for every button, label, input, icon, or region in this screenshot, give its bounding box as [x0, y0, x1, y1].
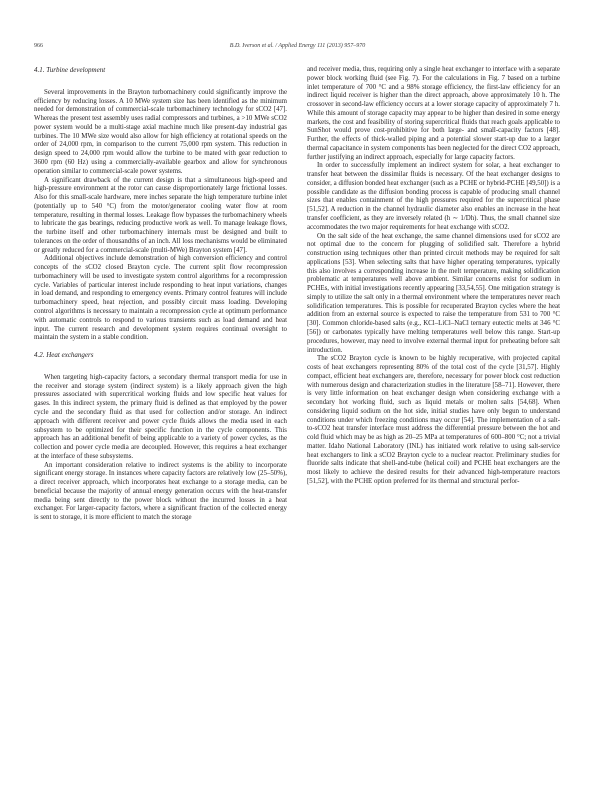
right-column — [307, 66, 560, 756]
paragraph: A significant drawback of the current design is that a simultaneous high-speed and high-pressure environment at the rotor can cause disproportionately large frictional losses. Also for this small-scale hardware, mere inches separate the high temperature turbine inlet (potentially up to 540 °C) from the motor/generator cooling water flow at room temperature, resulting in thermal losses. Leakage flow bypasses the turbomachinery wheels to lubricate the gas bearings, reducing productive work as well. To manage leakage flows, the turbine itself and other turbomachinery internals must be designed and built to tolerances on the order of thousandths of an inch. All loss mechanisms would be eliminated or greatly reduced for a commercial-scale (multi-MWe) Brayton system [47]. — [34, 176, 287, 254]
paragraph: and receiver media, thus, requiring only a single heat exchanger to interface with a separate power block working fluid (see Fig. 7). For the calculations in Fig. 7 based on a turbine inlet temperature of 700 °C and a 98% storage efficiency, the first-law efficiency for an indirect liquid receiver is higher than the direct approach, above approximately 10 h. The crossover in second-law efficiency occurs at a lower storage capacity of approximately 7 h. While this amount of storage capacity may appear to be higher than desired in some energy markets, the cost and feasibility of storing supercritical fluids that reach goals applicable to SunShot would prove cost-prohibitive for both large- and small-capacity factors [48]. Further, the effects of thick-walled piping and a potential slower start-up due to a larger thermal capacitance in system components has been neglected for the direct CO2 approach, further justifying an indirect approach, especially for large capacity factors. — [307, 66, 560, 161]
section-heading-turbine: 4.1. Turbine development — [34, 66, 106, 74]
left-column — [34, 66, 287, 756]
paragraph: Additional objectives include demonstration of high conversion efficiency and control concepts of the sCO2 closed Brayton cycle. The current split flow recompression turbomachinery will be used to investigate system control algorithms for a recompression cycle. Variables of particular interest include responding to heat input variations, changes in load demand, and responding to emergency events. Primary control features will include turbomachinery speed, heat rejection, and possibly circuit mass loading. Developing control algorithms is necessary to maintain a recompression cycle at optimum performance with automatic controls to respond to various transients such as load demand and heat input. The current research and development system requires continual oversight to maintain the system in a stable condition. — [34, 255, 287, 342]
page-number: 966 — [34, 43, 43, 49]
paragraph: In order to successfully implement an indirect system for solar, a heat exchanger to transfer heat between the dissimilar fluids is necessary. Of the heat exchanger designs to consider, a diffusion bonded heat exchanger (such as a PCHE or hybrid-PCHE [49,50]) is a possible candidate as the diffusion bonding process is capable of producing small channel sizes that enables containment of the high pressures required for the supercritical phase [51,52]. A reduction in the channel hydraulic diameter also enables an increase in the heat transfer coefficient, as they are inversely related (h ∼ 1/Dh). Thus, the small channel size accommodates the two major requirements for heat exchange with sCO2. — [307, 162, 560, 231]
paragraph: Several improvements in the Brayton turbomachinery could significantly improve the efficiency by reducing losses. A 10 MWe system size has been identified as the minimum needed for demonstration of commercial-scale turbomachinery technology for sCO2 [47]. Whereas the present test assembly uses radial compressors and turbines, a >10 MWe sCO2 power system would be a multi-stage axial machine much like present-day industrial gas turbines. The 10 MWe size would also allow for high efficiency at rotational speeds on the order of 24,000 rpm, in comparison to the current 75,000 rpm system. This reduction in design speed to 24,000 rpm would allow the turbine to be mated with gear reduction to 3600 rpm (60 Hz) using a commercially-available gearbox and allow for synchronous operation similar to commercial-scale power systems. — [34, 88, 287, 175]
paragraph: The sCO2 Brayton cycle is known to be highly recuperative, with projected capital costs of heat exchangers representing 80% of the total cost of the cycle [31,57]. Highly compact, efficient heat exchangers are, therefore, necessary for power block cost reduction with numerous design and characterization studies in the literature [58–71]. However, there is very little information on heat exchanger design when considering exchange with a secondary hot working fluid, such as liquid metals or molten salts [54,68]. When considering liquid sodium on the hot side, initial studies have only begun to understand conditions under which freezing conditions may occur [54]. The implementation of a salt-to-sCO2 heat transfer interface must address the differential pressure between the hot and cold fluid which may be as high as 20–25 MPa at temperatures of 600–800 °C; not a trivial matter. Idaho National Laboratory (INL) has initiated work relative to using salt-service heat exchangers to link a sCO2 Brayton cycle to a nuclear reactor. Preliminary studies for fluoride salts indicate that shell-and-tube (helical coil) and PCHE heat exchangers are the most likely to achieve the desired results for their advanced high-temperature reactors [51,52], with the PCHE option preferred for its thermal and structural perfor- — [307, 355, 560, 485]
paragraph: On the salt side of the heat exchange, the same channel dimensions used for sCO2 are not optimal due to the concern for plugging of solidified salt. Therefore a hybrid construction using techniques other than printed circuit methods may be required for salt applications [53]. When selecting salts that have higher operating temperatures, typically this also involves a corresponding increase in the melt temperature, making solidification problematic at temperatures well above ambient. Similar concerns exist for sodium in PCHEs, with initial investigations recently appearing [33,54,55]. One mitigation strategy is simply to utilize the salt only in a thermal environment where the temperatures never reach solidification temperatures. This is possible for recuperated Brayton cycles where the heat addition from an external source is expected to raise the temperature from 531 to 700 °C [30]. Common chloride-based salts (e.g., KCl–LiCl–NaCl ternary eutectic melts at 346 °C [56]) or carbonates typically have melting temperatures well below this range. Start-up procedures, however, may need to involve external thermal input for preheating before salt introduction. — [307, 232, 560, 354]
paragraph: An important consideration relative to indirect systems is the ability to incorporate significant energy storage. In instances where capacity factors are relatively low (25–50%), a direct receiver approach, which incorporates heat exchange to a storage media, can be beneficial because the majority of annual energy generation occurs with the heat-transfer media being sent directly to the power block without the incurred losses in a heat exchanger. For larger-capacity factors, where a significant fraction of the collected energy is sent to storage, it is more efficient to match the storage — [34, 461, 287, 522]
section-heading-heat-exchangers: 4.2. Heat exchangers — [34, 351, 94, 360]
paragraph: When targeting high-capacity factors, a secondary thermal transport media for use in the receiver and storage system (indirect system) is a likely approach given the high pressures associated with supercritical working fluids and low specific heat values for gases. In this indirect system, the primary fluid is defined as that employed by the power cycle and the secondary fluid as that used for collection and/or storage. An indirect approach with different receiver and power cycle fluids allows the media used in each subsystem to be optimized for their specific function in the cycle components. This approach has an additional benefit of being applicable to a variety of power cycles, as the collection and power cycle media are decoupled. However, this requires a heat exchanger at the interface of these subsystems. — [34, 373, 287, 460]
journal-citation: B.D. Iverson et al. / Applied Energy 111 (2013) 957–970 — [229, 43, 366, 49]
page-header — [34, 43, 561, 53]
